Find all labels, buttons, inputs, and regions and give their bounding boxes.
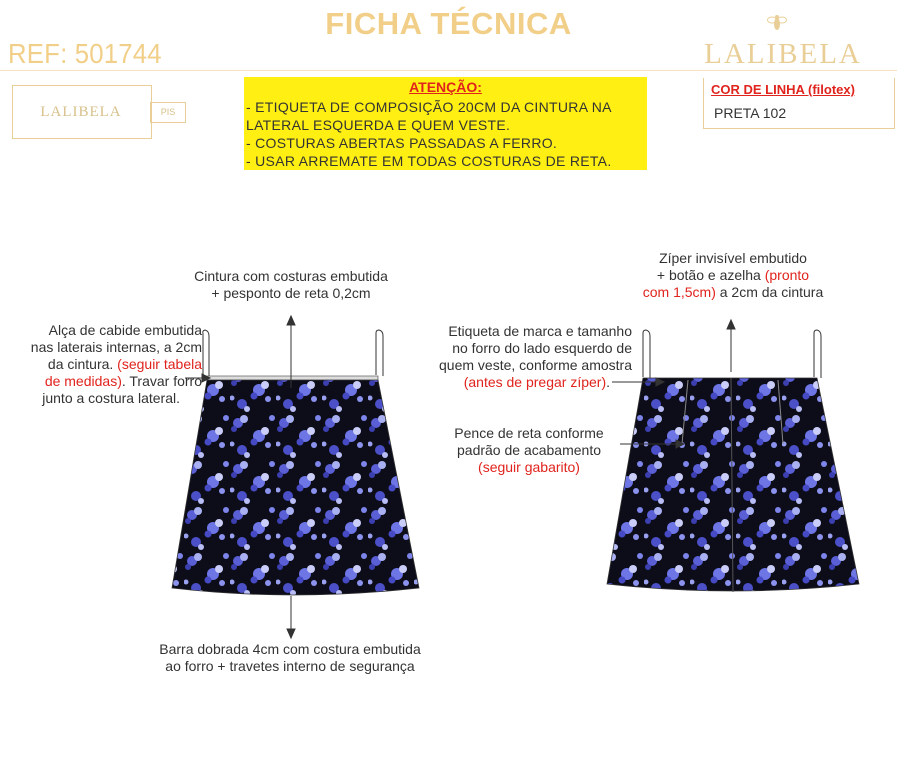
hanger-note-line: Alça de cabide embutida xyxy=(48,322,202,338)
thread-color-title: COR DE LINHA (filotex) xyxy=(711,82,855,97)
waist-note-line: Cintura com costuras embutida xyxy=(194,268,388,284)
zipper-note-highlight: com 1,5cm) xyxy=(642,284,716,300)
thread-color-value: PRETA 102 xyxy=(714,105,787,121)
label-note-line xyxy=(422,374,632,391)
warning-line: - COSTURAS ABERTAS PASSADAS A FERRO. xyxy=(246,135,558,151)
waist-note xyxy=(180,268,402,302)
hanger-note xyxy=(13,322,202,407)
hem-note xyxy=(135,641,445,675)
dart-note xyxy=(440,425,618,476)
hanger-note-text: . Travar forro xyxy=(121,373,202,389)
dart-note-line: padrão de acabamento xyxy=(457,442,601,458)
hanger-note-text: da cintura. xyxy=(47,356,118,372)
hanger-note-line xyxy=(13,356,202,373)
brand-logo: LALIBELA xyxy=(704,38,862,70)
hem-note-line: ao forro + travetes interno de segurança xyxy=(165,658,415,674)
dart-note-line: Pence de reta conforme xyxy=(454,425,604,441)
zipper-note-line: Zíper invisível embutido xyxy=(659,250,807,266)
hanger-note-line xyxy=(13,373,202,390)
hanger-note-highlight: de medidas) xyxy=(44,373,122,389)
hanger-note-highlight: (seguir tabela xyxy=(117,356,202,372)
zipper-note-highlight: (pronto xyxy=(764,267,810,283)
warning-title: ATENÇÃO: xyxy=(409,79,482,95)
back-skirt xyxy=(607,330,859,592)
warning-line: - ETIQUETA DE COMPOSIÇÃO 20CM DA CINTURA NA xyxy=(246,99,612,115)
hanger-note-line: junto a costura lateral. xyxy=(42,390,180,406)
hem-note-line: Barra dobrada 4cm com costura embutida xyxy=(159,641,421,657)
label-note-line: quem veste, conforme amostra xyxy=(439,357,632,373)
zipper-note-text: + botão e azelha xyxy=(656,267,765,283)
label-note-line: no forro do lado esquerdo de xyxy=(452,340,632,356)
zipper-note-text: a 2cm da cintura xyxy=(715,284,824,300)
label-note-line: Etiqueta de marca e tamanho xyxy=(448,323,632,339)
zipper-note-line xyxy=(620,267,846,284)
front-skirt xyxy=(172,330,419,595)
page-title: FICHA TÉCNICA xyxy=(325,6,572,41)
warning-line: LATERAL ESQUERDA E QUEM VESTE. xyxy=(246,117,511,133)
dart-note-highlight: (seguir gabarito) xyxy=(478,459,580,475)
waist-note-line: + pesponto de reta 0,2cm xyxy=(211,285,371,301)
label-note xyxy=(422,323,632,391)
hanger-note-line: nas laterais internas, a 2cm xyxy=(30,339,202,355)
zipper-note-line xyxy=(620,284,846,301)
reference-code: REF: 501744 xyxy=(8,38,162,69)
label-tag: PIS xyxy=(150,102,186,123)
label-note-highlight: (antes de pregar zíper) xyxy=(463,374,607,390)
zipper-note xyxy=(620,250,846,301)
label-logo-text: LALIBELA xyxy=(40,104,122,120)
warning-line: - USAR ARREMATE EM TODAS COSTURAS DE RETA. xyxy=(246,153,612,169)
label-note-text: . xyxy=(606,374,610,390)
